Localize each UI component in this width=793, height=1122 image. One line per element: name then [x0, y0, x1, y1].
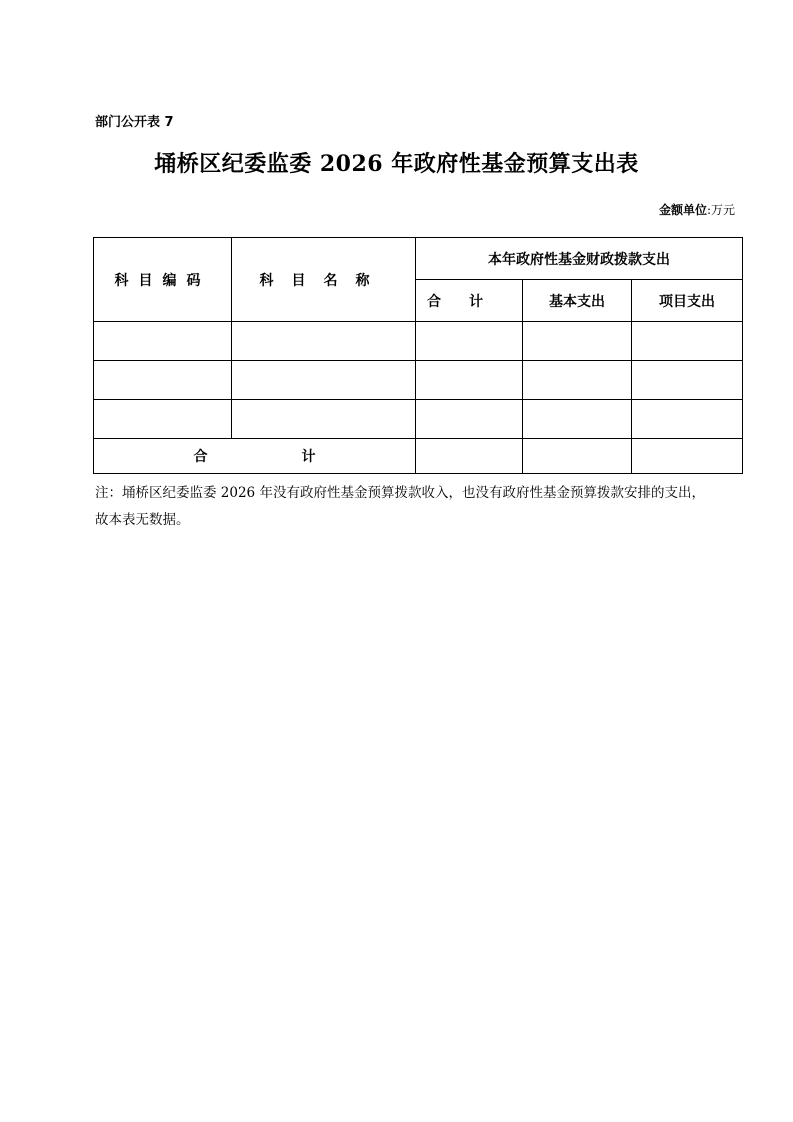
header-fund-expenditure: 本年政府性基金财政拨款支出 [416, 238, 743, 280]
header-project-expenditure: 项目支出 [632, 280, 743, 322]
budget-table [93, 237, 743, 474]
table-cell [94, 361, 232, 400]
table-cell [416, 439, 523, 474]
table-cell [523, 400, 632, 439]
table-row [94, 361, 743, 400]
table-cell [632, 361, 743, 400]
table-cell [416, 322, 523, 361]
footer-total-label: 合计 [94, 439, 416, 474]
table-row [94, 322, 743, 361]
note-line: 故本表无数据。 [95, 512, 190, 528]
table-cell [632, 439, 743, 474]
amount-unit-label: 金额单位 [658, 203, 707, 217]
table-cell [416, 361, 523, 400]
amount-unit-value: :万元 [706, 203, 735, 217]
table-row [94, 400, 743, 439]
note-line: 注：埇桥区纪委监委 2026 年没有政府性基金预算拨款收入，也没有政府性基金预算拨款安排的支出， [95, 485, 705, 501]
table-cell [94, 322, 232, 361]
table-cell [523, 322, 632, 361]
table-header-row [94, 238, 743, 280]
table-cell [232, 400, 416, 439]
table-cell [232, 322, 416, 361]
table-cell [416, 400, 523, 439]
header-basic-expenditure: 基本支出 [523, 280, 632, 322]
amount-unit [659, 201, 735, 218]
table-number-label: 部门公开表 7 [95, 115, 174, 130]
table-cell [632, 322, 743, 361]
page-title: 埇桥区纪委监委 2026 年政府性基金预算支出表 [154, 151, 639, 177]
header-subject-code: 科目编码 [94, 238, 232, 322]
header-subject-name: 科目名称 [232, 238, 416, 322]
table-cell [632, 400, 743, 439]
table-cell [94, 400, 232, 439]
table-cell [523, 439, 632, 474]
table-cell [523, 361, 632, 400]
table-cell [232, 361, 416, 400]
header-total: 合计 [416, 280, 523, 322]
table-note [95, 480, 755, 534]
table-total-row [94, 439, 743, 474]
